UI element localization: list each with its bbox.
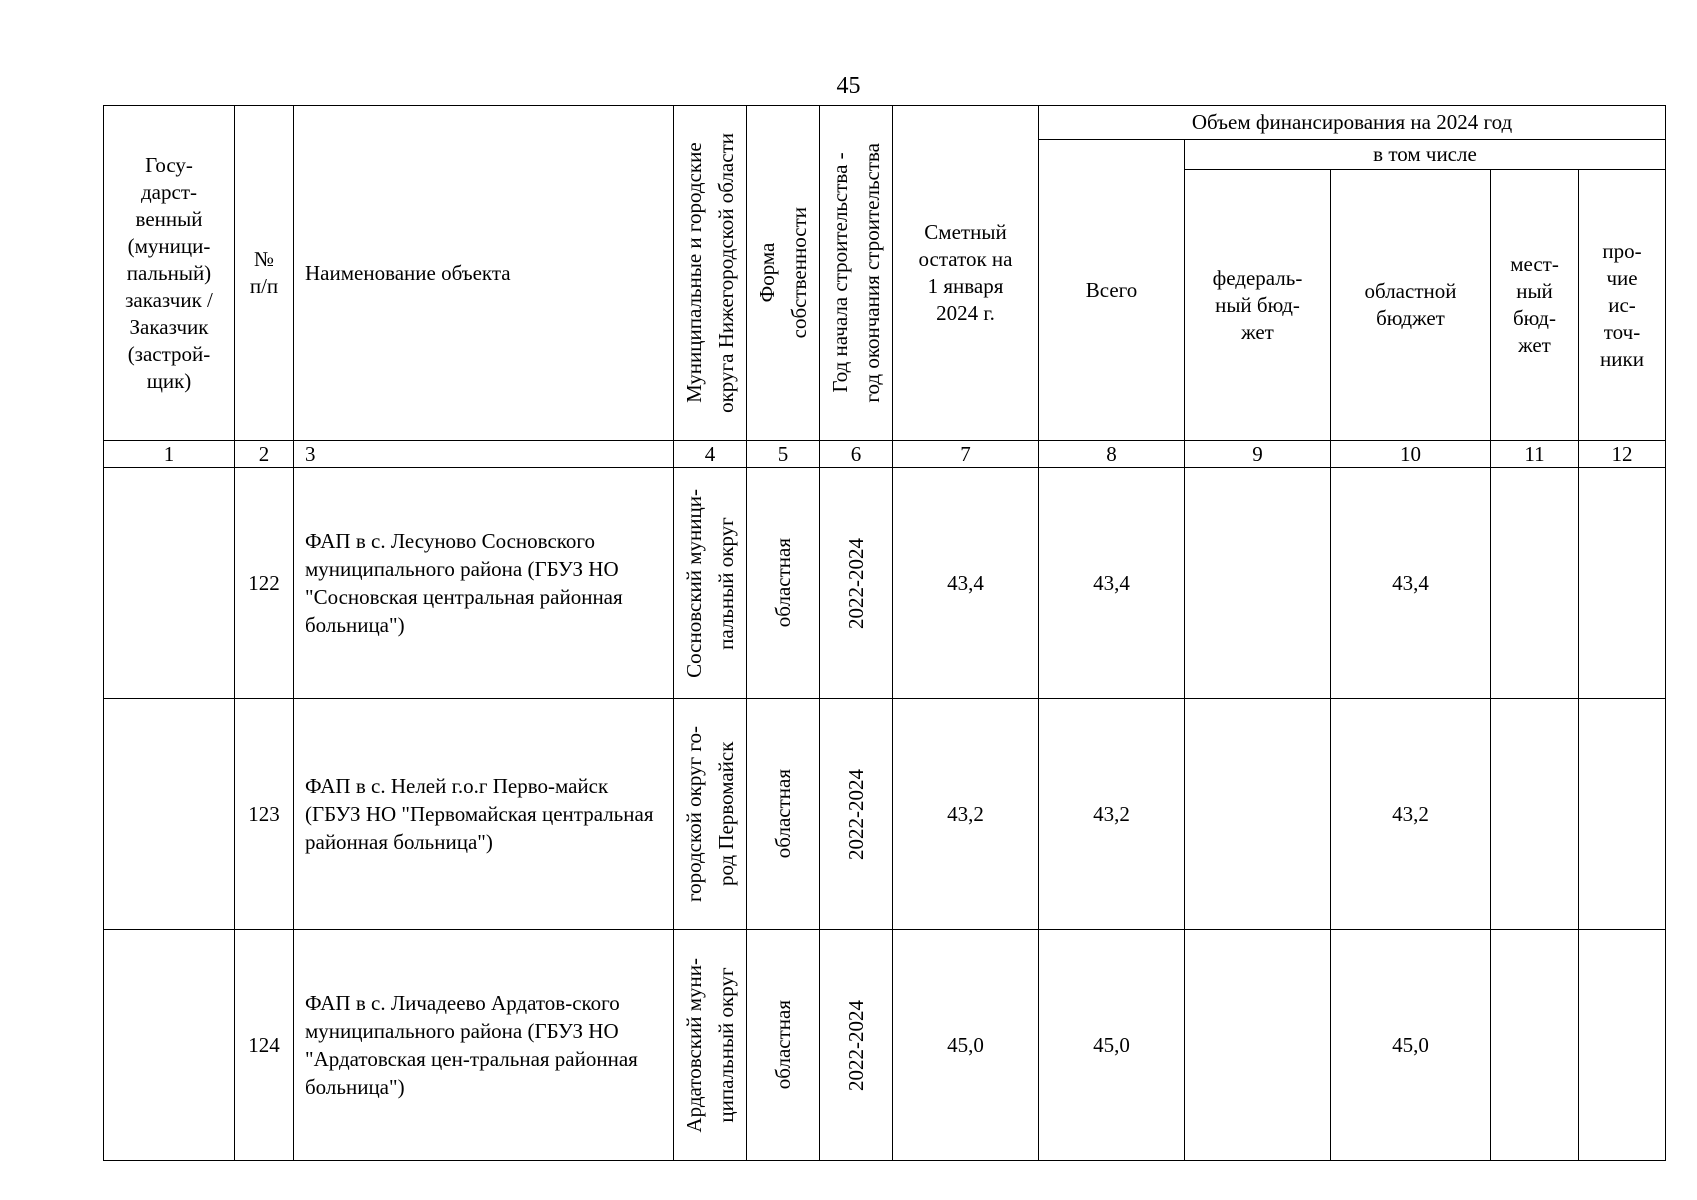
federal-cell xyxy=(1185,930,1331,1161)
district-cell: Сосновский муници- пальный округ xyxy=(674,468,747,699)
years-cell: 2022-2024 xyxy=(820,699,893,930)
federal-cell xyxy=(1185,699,1331,930)
object-name: ФАП в с. Нелей г.о.г Перво-майск (ГБУЗ НО "Первомайская центральная районная больница") xyxy=(294,699,674,930)
column-number: 9 xyxy=(1185,441,1331,468)
regional-cell: 45,0 xyxy=(1331,930,1491,1161)
header-local: мест- ный бюд- жет xyxy=(1491,170,1579,441)
header-other: про- чие ис- точ- ники xyxy=(1579,170,1666,441)
years-cell: 2022-2024 xyxy=(820,468,893,699)
column-number: 3 xyxy=(294,441,674,468)
financing-table xyxy=(103,105,1666,1161)
ownership-cell: областная xyxy=(747,699,820,930)
customer-cell xyxy=(104,468,235,699)
table-row xyxy=(104,930,1666,1161)
object-name: ФАП в с. Лесуново Сосновского муниципального района (ГБУЗ НО "Сосновская центральная районная больница") xyxy=(294,468,674,699)
regional-cell: 43,4 xyxy=(1331,468,1491,699)
other-cell xyxy=(1579,699,1666,930)
column-numbers-row xyxy=(104,441,1666,468)
row-number: 123 xyxy=(235,699,294,930)
header-funding-title: Объем финансирования на 2024 год xyxy=(1039,106,1666,140)
header-total: Всего xyxy=(1039,140,1185,441)
customer-cell xyxy=(104,930,235,1161)
other-cell xyxy=(1579,930,1666,1161)
local-cell xyxy=(1491,930,1579,1161)
header-years: Год начала строительства - год окончания строительства xyxy=(820,106,893,441)
local-cell xyxy=(1491,699,1579,930)
column-number: 10 xyxy=(1331,441,1491,468)
estimate-cell: 43,4 xyxy=(893,468,1039,699)
header-number: № п/п xyxy=(235,106,294,441)
page-number: 45 xyxy=(836,73,861,99)
ownership-cell: областная xyxy=(747,468,820,699)
column-number: 6 xyxy=(820,441,893,468)
years-cell: 2022-2024 xyxy=(820,930,893,1161)
column-number: 7 xyxy=(893,441,1039,468)
column-number: 4 xyxy=(674,441,747,468)
federal-cell xyxy=(1185,468,1331,699)
regional-cell: 43,2 xyxy=(1331,699,1491,930)
district-cell: Ардатовский муни- ципальный округ xyxy=(674,930,747,1161)
other-cell xyxy=(1579,468,1666,699)
column-number: 5 xyxy=(747,441,820,468)
table-row xyxy=(104,468,1666,699)
header-federal: федераль- ный бюд- жет xyxy=(1185,170,1331,441)
local-cell xyxy=(1491,468,1579,699)
total-cell: 43,2 xyxy=(1039,699,1185,930)
total-cell: 45,0 xyxy=(1039,930,1185,1161)
total-cell: 43,4 xyxy=(1039,468,1185,699)
header-including: в том числе xyxy=(1185,140,1666,170)
header-ownership: Форма собственности xyxy=(747,106,820,441)
header-estimate: Сметный остаток на 1 января 2024 г. xyxy=(893,106,1039,441)
object-name: ФАП в с. Личадеево Ардатов-ского муниципального района (ГБУЗ НО "Ардатовская цен-тральная районная больница") xyxy=(294,930,674,1161)
header-district: Муниципальные и городские округа Нижегородской области xyxy=(674,106,747,441)
row-number: 124 xyxy=(235,930,294,1161)
ownership-cell: областная xyxy=(747,930,820,1161)
table-row xyxy=(104,699,1666,930)
row-number: 122 xyxy=(235,468,294,699)
estimate-cell: 43,2 xyxy=(893,699,1039,930)
column-number: 12 xyxy=(1579,441,1666,468)
estimate-cell: 45,0 xyxy=(893,930,1039,1161)
column-number: 11 xyxy=(1491,441,1579,468)
header-object-name: Наименование объекта xyxy=(294,106,674,441)
header-customer: Госу- дарст- венный (муници- пальный) заказчик / Заказчик (застрой- щик) xyxy=(104,106,235,441)
column-number: 1 xyxy=(104,441,235,468)
district-cell: городской округ го- род Первомайск xyxy=(674,699,747,930)
header-regional: областной бюджет xyxy=(1331,170,1491,441)
column-number: 8 xyxy=(1039,441,1185,468)
column-number: 2 xyxy=(235,441,294,468)
customer-cell xyxy=(104,699,235,930)
